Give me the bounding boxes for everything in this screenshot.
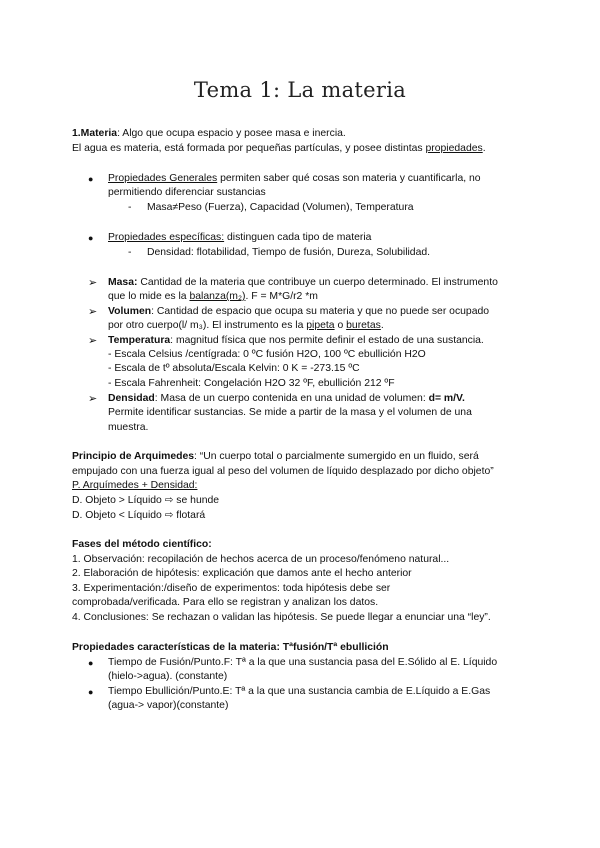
propiedades-link: propiedades (425, 143, 483, 154)
bullet-icon: ● (88, 174, 94, 184)
metodo-step-2: 2. Elaboración de hipótesis: explicación que damos ante el hecho anterior (72, 568, 412, 579)
balanza-link: balanza(m₂) (189, 291, 246, 302)
arquimedes-flota: D. Objeto < Líquido ⇨ flotará (72, 510, 206, 521)
arrow-bullet-icon: ➢ (88, 306, 98, 318)
metodo-heading: Fases del método científico: (72, 539, 212, 550)
especificas-label: Propiedades específicas: (108, 232, 225, 243)
especificas-sub: Densidad: flotabilidad, Tiempo de fusión, Dureza, Solubilidad. (147, 247, 431, 258)
arquimedes-hunde: D. Objeto > Líquido ⇨ se hunde (72, 495, 220, 506)
generales-label: Propiedades Generales (108, 173, 218, 184)
densidad-line-2: Permite identificar sustancias. Se mide a partir de la masa y el volumen de una (108, 407, 472, 418)
buretas-link: buretas (346, 320, 381, 331)
kelvin-line: - Escala de tº absoluta/Escala Kelvin: 0 K = -273.15 ºC (108, 363, 360, 374)
metodo-step-1: 1. Observación: recopilación de hechos acerca de un proceso/fenómeno natural... (72, 554, 450, 565)
arquimedes-line: Principio de Arquimedes: “Un cuerpo total o parcialmente sumergido en un fluido, será (72, 451, 479, 462)
arquimedes-line-2: empujado con una fuerza igual al peso del volumen de líquido desplazado por dicho objeto” (72, 466, 494, 477)
arquimedes-label: Principio de Arquimedes (72, 451, 195, 462)
generales-sub: Masa≠Peso (Fuerza), Capacidad (Volumen), Temperatura (147, 202, 414, 213)
metodo-step-3b: comprobada/verificada. Para ello se registran y analizan los datos. (72, 597, 379, 608)
materia-def: : Algo que ocupa espacio y posee masa e inercia. (117, 128, 346, 139)
densidad-formula: d= m/V. (428, 393, 465, 404)
page-title: Tema 1: La materia (193, 78, 407, 102)
masa-line-2: que lo mide es la balanza(m₂). F = M*G/r2 *m (108, 291, 318, 302)
especificas-line: Propiedades específicas: distinguen cada tipo de materia (108, 232, 372, 243)
metodo-step-3: 3. Experimentación:/diseño de experimentos: toda hipótesis debe ser (72, 583, 391, 594)
densidad-line-3: muestra. (108, 422, 149, 433)
arrow-bullet-icon: ➢ (88, 393, 98, 405)
volumen-line: Volumen: Cantidad de espacio que ocupa su materia y que no puede ser ocupado (108, 306, 490, 317)
celsius-line: - Escala Celsius /centígrada: 0 ºC fusión H2O, 100 ºC ebullición H2O (108, 349, 426, 360)
bullet-icon: ● (88, 658, 94, 668)
caracteristicas-heading: Propiedades características de la materia: Tªfusión/Tª ebullición (72, 642, 389, 653)
bullet-icon: ● (88, 687, 94, 697)
temperatura-line: Temperatura: magnitud física que nos permite definir el estado de una sustancia. (108, 335, 484, 346)
fusion-line-2: (hielo->agua). (constante) (108, 671, 228, 682)
fusion-line: Tiempo de Fusión/Punto.F: Tª a la que una sustancia pasa del E.Sólido al E. Líquido (108, 657, 498, 668)
arrow-bullet-icon: ➢ (88, 335, 98, 347)
ebullicion-line-2: (agua-> vapor)(constante) (108, 700, 229, 711)
materia-line (72, 127, 346, 141)
masa-line: Masa: Cantidad de la materia que contribuye un cuerpo determinado. El instrumento (108, 277, 498, 288)
densidad-label: Densidad (108, 393, 155, 404)
generales-line-2: permitiendo diferenciar sustancias (108, 187, 266, 198)
pipeta-link: pipeta (306, 320, 335, 331)
materia-heading: 1.Materia (72, 128, 118, 139)
ebullicion-line: Tiempo Ebullición/Punto.E: Tª a la que una sustancia cambia de E.Líquido a E.Gas (108, 686, 491, 697)
arquimedes-densidad-label: P. Arquímedes + Densidad: (72, 480, 198, 491)
bullet-icon: ● (88, 233, 94, 243)
volumen-label: Volumen (108, 306, 152, 317)
arrow-bullet-icon: ➢ (88, 277, 98, 289)
materia-line-2: El agua es materia, está formada por pequeñas partículas, y posee distintas propiedades. (72, 143, 486, 154)
metodo-step-4: 4. Conclusiones: Se rechazan o validan las hipótesis. Se puede llegar a enunciar una “ley”. (72, 612, 491, 623)
fahrenheit-line: - Escala Fahrenheit: Congelación H2O 32 ºF, ebullición 212 ºF (108, 378, 395, 389)
densidad-line: Densidad: Masa de un cuerpo contenida en una unidad de volumen: d= m/V. (108, 393, 465, 404)
masa-label: Masa: (108, 277, 138, 288)
generales-line: Propiedades Generales permiten saber qué cosas son materia y cuantificarla, no (108, 173, 481, 184)
temperatura-label: Temperatura (108, 335, 171, 346)
dash-icon: - (128, 202, 132, 213)
volumen-line-2: por otro cuerpo(l/ m₃). El instrumento es la pipeta o buretas. (108, 320, 384, 331)
dash-icon: - (128, 247, 132, 258)
